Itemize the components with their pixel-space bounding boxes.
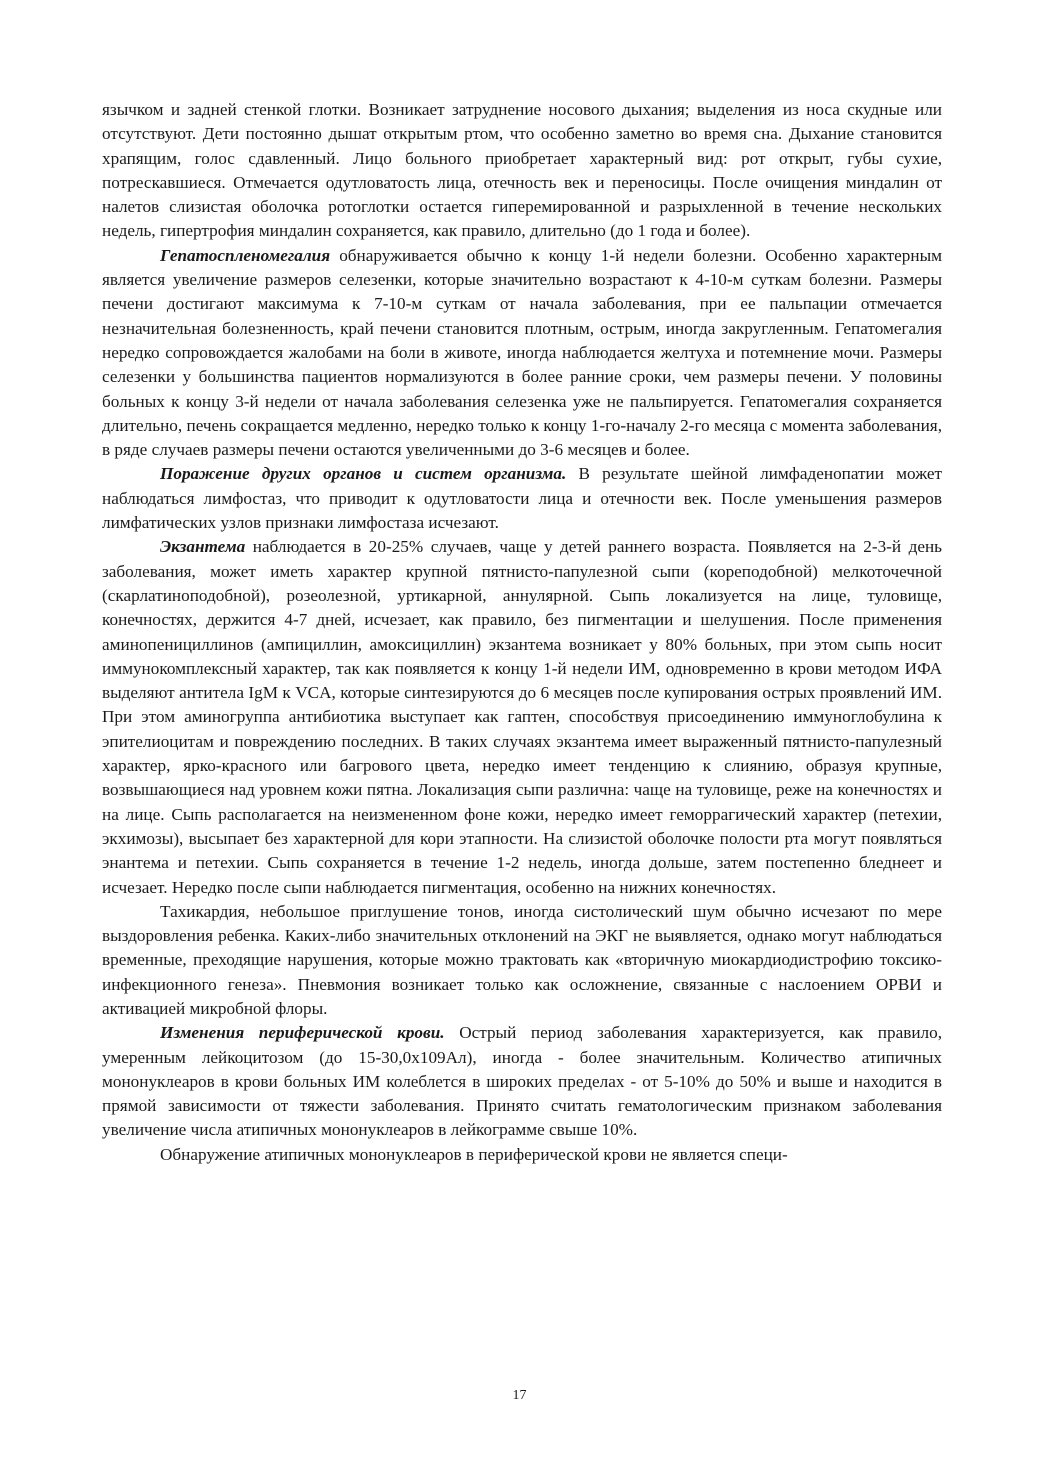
paragraph-text: язычком и задней стенкой глотки. Возникает затруднение носового дыхания; выделения из носа скудные или отсутствуют. Дети постоянно дышат открытым ртом, что особенно заметно во время сна. Дыхание становится храпящим, голос сдавленный. Лицо больного приобретает характерный вид: рот открыт, губы сухие, потрескавшиеся. Отмечается одутловатость лица, отечность век и переносицы. После очищения миндалин от налетов слизистая оболочка ротоглотки остается гиперемированной и разрыхленной в течение нескольких недель, гипертрофия миндалин сохраняется, как правило, длительно (до 1 года и более). bbox=[102, 100, 942, 241]
paragraph-hepatosplenomegaly bbox=[102, 244, 942, 463]
paragraph-text: обнаруживается обычно к концу 1-й недели болезни. Особенно характерным является увеличение размеров селезенки, которые значительно возрастают к 4-10-м суткам болезни. Размеры печени достигают максимума к 7-10-м суткам от начала заболевания, при ее пальпации отмечается незначительная болезненность, край печени становится плотным, острым, иногда закругленным. Гепатомегалия нередко сопровождается жалобами на боли в животе, иногда наблюдается желтуха и потемнение мочи. Размеры селезенки у большинства пациентов нормализуются в более ранние сроки, чем размеры печени. У половины больных к концу 3-й недели от начала заболевания селезенка уже не пальпируется. Гепатомегалия сохраняется длительно, печень сокращается медленно, нередко только к концу 1-го-началу 2-го месяца с момента заболевания, в ряде случаев размеры печени остаются увеличенными до 3-6 месяцев и более. bbox=[102, 245, 942, 460]
paragraph-lead-term: Поражение других органов и систем организма. bbox=[160, 464, 567, 484]
paragraph-lead-term: Экзантема bbox=[160, 537, 246, 557]
paragraph-text: В результате шейной лимфаденопатии может наблюдаться лимфостаз, что приводит к одутловатости лица и отечности век. После уменьшения размеров лимфатических узлов признаки лимфостаза исчезают. bbox=[102, 464, 942, 533]
paragraph-exanthema bbox=[102, 535, 942, 899]
paragraph-lead-term: Гепатоспленомегалия bbox=[160, 245, 331, 265]
paragraph-lead-term: Изменения периферической крови. bbox=[160, 1023, 445, 1043]
paragraph-text: наблюдается в 20-25% случаев, чаще у детей раннего возраста. Появляется на 2-3-й день заболевания, может иметь характер крупной пятнисто-папулезной сыпи (кореподобной) мелкоточечной (скарлатиноподобной), розеолезной, уртикарной, аннулярной. Сыпь локализуется на лице, туловище, конечностях, держится 4-7 дней, исчезает, как правило, без пигментации и шелушения. После применения аминопенициллинов (ампициллин, амоксициллин) экзантема возникает у 80% больных, при этом сыпь носит иммунокомплексный характер, так как появляется к концу 1-й недели ИМ, одновременно в крови методом ИФА выделяют антитела IgM к VCA, которые синтезируются до 6 месяцев после купирования острых проявлений ИМ. При этом аминогруппа антибиотика выступает как гаптен, способствуя присоединению иммуноглобулина к эпителиоцитам и повреждению последних. В таких случаях экзантема имеет выраженный пятнисто-папулезный характер, ярко-красного или багрового цвета, нередко имеет тенденцию к слиянию, образуя крупные, возвышающиеся над уровнем кожи пятна. Локализация сыпи различна: чаще на туловище, реже на конечностях и на лице. Сыпь располагается на неизмененном фоне кожи, нередко имеет геморрагический характер (петехии, экхимозы), высыпает без характерной для кори этапности. На слизистой оболочке полости рта могут появляться энантема и петехии. Сыпь сохраняется в течение 1-2 недель, иногда дольше, затем постепенно бледнеет и исчезает. Нередко после сыпи наблюдается пигментация, особенно на нижних конечностях. bbox=[102, 537, 942, 897]
paragraph-other-organs bbox=[102, 462, 942, 535]
paragraph-text: Острый период заболевания характеризуется, как правило, умеренным лейкоцитозом (до 15-30,0х109Ал), иногда - более значительным. Количество атипичных мононуклеаров в крови больных ИМ колеблется в широких пределах - от 5-10% до 50% и выше и находится в прямой зависимости от тяжести заболевания. Принято считать гематологическим признаком заболевания увеличение числа атипичных мононуклеаров в лейкограмме свыше 10%. bbox=[102, 1023, 942, 1140]
paragraph-text: Обнаружение атипичных мононуклеаров в периферической крови не является специ- bbox=[160, 1144, 788, 1164]
paragraph-blood-changes bbox=[102, 1021, 942, 1142]
paragraph-cardiac bbox=[102, 900, 942, 1021]
paragraph-mononuclears bbox=[102, 1143, 942, 1167]
paragraph-airway bbox=[102, 98, 942, 244]
paragraph-text: Тахикардия, небольшое приглушение тонов, иногда систолический шум обычно исчезают по мере выздоровления ребенка. Каких-либо значительных отклонений на ЭКГ не выявляется, однако могут наблюдаться временные, преходящие нарушения, которые можно трактовать как «вторичную миокардиодистрофию токсико-инфекционного генеза». Пневмония возникает только как осложнение, связанные с наслоением ОРВИ и активацией микробной флоры. bbox=[102, 901, 942, 1018]
page-number: 17 bbox=[512, 1388, 527, 1403]
document-body bbox=[102, 98, 942, 1167]
